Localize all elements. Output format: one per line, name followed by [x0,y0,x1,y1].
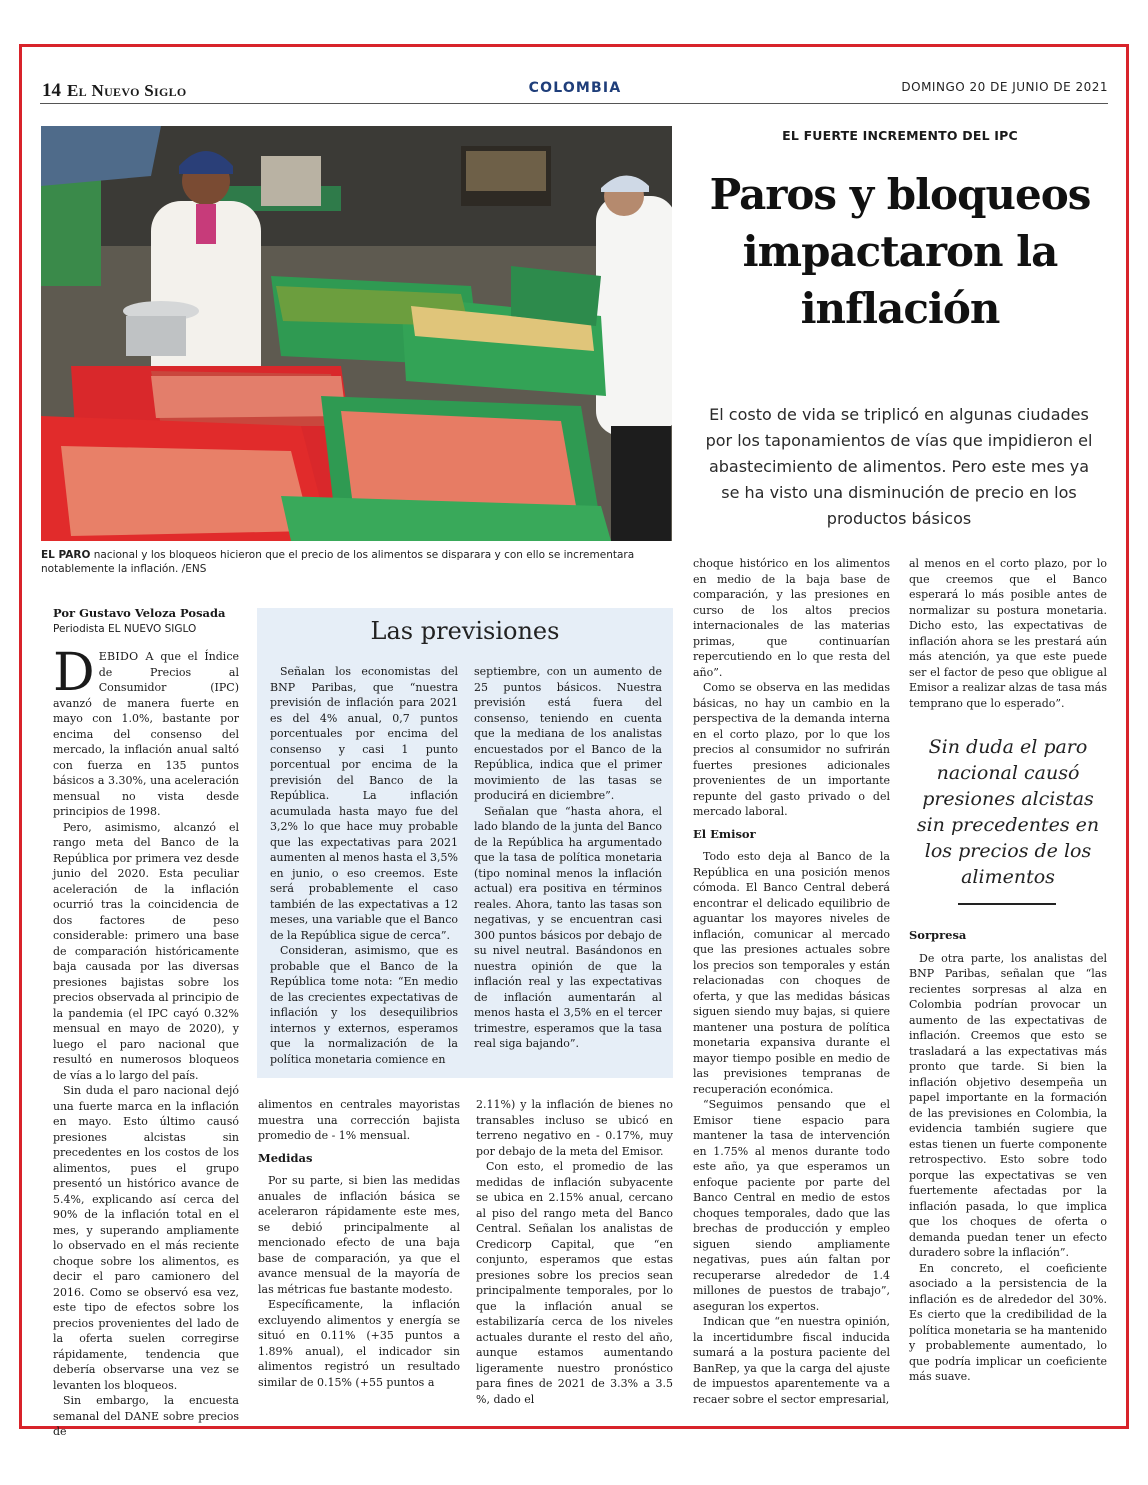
article-column-4 [693,556,890,1407]
byline: Por Gustavo Veloza Posada [53,606,226,620]
deck: El costo de vida se triplicó en algunas ciudades por los taponamientos de vías que impidieron el abastecimiento de alimentos. Pero este mes ya se ha visto una disminución de precio en los productos básicos [705,405,1093,528]
paragraph: De otra parte, los analistas del BNP Paribas, señalan que “las recientes sorpresas al alza en Colombia podrían provocar un aumento de las expectativas de inflación. Creemos que esto se trasladará a las expectativas más pronto que tarde. Si bien la inflación objetivo desempeña un papel importante en la formación de las previsiones en Colombia, la evidencia también sugiere que estas tienen un fuerte componente retrospectivo. Esto sobre todo porque las expectativas se ven fuertemente afectadas por la inflación pasada, lo que implica que los choques de oferta o demanda puedan tener un efecto duradero sobre la inflación”. [909,951,1107,1259]
pull-quote: Sin duda el paro nacional causó presiones alcistas sin precedentes en los precios de los alimentos [916,736,1100,888]
paragraph: choque histórico en los alimentos en medio de la baja base de comparación, y las presiones en curso de los altos precios internacionales de las materias primas, que continuarían repercutiendo en lo que resta del año”. [693,557,890,679]
paragraph: “Seguimos pensando que el Emisor tiene espacio para mantener la tasa de intervención en 1.75% al menos durante todo este año, ya que esperamos un enfoque paciente por parte del Banco Central en medio de estos choques temporales, dado que las brechas de producción y empleo siguen siendo ampliamente negativas, pues aún faltan por recuperarse alrededor de 1.4 millones de puestos de trabajo”, aseguran los expertos. [693,1098,890,1313]
article-column-5-top [909,556,1107,711]
publication-name: El Nuevo Siglo [67,81,187,100]
headline: Paros y bloqueos impactaron la inflación [709,170,1091,333]
paragraph: Todo esto deja al Banco de la República en una posición menos cómoda. El Banco Central deberá encontrar el delicado equilibrio de aguantar los mayores niveles de inflación, comunicar al mercado que las presiones actuales sobre los precios son temporales y están relacionadas con choques de oferta, y que las medidas básicas siguen siendo muy bajas, si quiere mantener una postura de política monetaria expansiva durante el mayor tiempo posible en medio de las previsiones tempranas de recuperación económica. [693,850,890,1096]
photo-caption [41,548,673,576]
paragraph: Pero, asimismo, alcanzó el rango meta del Banco de la República por primera vez desde junio del 2020. Esta peculiar aceleración de la inflación ocurrió tras la coincidencia de dos factores de peso considerable: primero una base de comparación históricamente baja causada por las diversas presiones bajistas sobre los precios observada al principio de la pandemia (el IPC cayó 0.32% mensual en mayo de 2020), y luego el paro nacional que resultó en numerosos bloqueos de vías a lo largo del país. [53,820,239,1082]
paragraph: Con esto, el promedio de las medidas de inflación subyacente se ubica en 2.15% anual, cercano al piso del rango meta del Banco Central. Señalan los analistas de Credicorp Capital, que “en conjunto, esperamos que estas presiones sobre los precios sean principalmente temporales, por lo que la inflación anual se estabilizaría cerca de los niveles actuales durante el resto del año, aunque estamos aumentando ligeramente nuestro pronóstico para fines de 2021 de 3.3% a 3.5 %, dado el [476,1160,673,1406]
paragraph: Sin duda el paro nacional dejó una fuerte marca en la inflación en mayo. Esto último causó presiones alcistas sin precedentes en los costos de los alimentos, pues el grupo presentó un histórico avance de 5.4%, explicando así cerca del 90% de la inflación total en el mes, y superando ampliamente lo observado en el más reciente choque sobre los alimentos, es decir el paro camionero del 2016. Como se observó esa vez, este tipo de efectos sobre los precios provenientes del lado de la oferta suelen corregirse rápidamente, tendencia que debería observarse una vez se levanten los bloqueos. [53,1084,239,1392]
sidebar-column-left [270,664,458,1067]
author-role: Periodista EL NUEVO SIGLO [53,622,197,635]
caption-text: nacional y los bloqueos hicieron que el precio de los alimentos se disparara y con ello se incrementara notablemente la inflación. /ENS [41,549,635,575]
paragraph: al menos en el corto plazo, por lo que creemos que el Banco esperará lo más posible antes de normalizar su postura monetaria. Dicho esto, las expectativas de inflación ahora se les prestará aún más atención, ya que este puede ser el factor de peso que obligue al Emisor a realizar alzas de tasa más temprano que lo esperado”. [909,557,1107,710]
subhead-medidas: Medidas [258,1150,313,1165]
lead-paragraph [53,643,239,820]
paragraph: En concreto, el coeficiente asociado a la persistencia de la inflación es de alrededor del 30%. Es cierto que la credibilidad de la política monetaria se ha mantenido y probablemente aumentado, lo que podría implicar un coeficiente más suave. [909,1261,1107,1383]
sidebar-column-right [474,664,662,1052]
paragraph: septiembre, con un aumento de 25 puntos básicos. Nuestra previsión está fuera del consenso, teniendo en cuenta que la mediana de los analistas encuestados por el Banco de la República, indica que el primer movimiento de las tasas se producirá en diciembre”. [474,665,662,802]
paragraph: Señalan que “hasta ahora, el lado blando de la junta del Banco de la República ha argumentado que la tasa de política monetaria (tipo nominal menos la inflación actual) era positiva en términos reales. Ahora, tanto las tasas son negativas, y se encuentran casi 300 puntos básicos por debajo de su nivel neutral. Basándonos en nuestra opinión de que la inflación real y las expectativas de inflación aumentarán al menos hasta el 3,5% en el tercer trimestre, esperamos que la tasa real siga bajando”. [474,804,662,1050]
market-photo [41,126,672,541]
article-column-3 [476,1097,673,1407]
paragraph: Señalan los economistas del BNP Paribas, que “nuestra previsión de inflación para 2021 es del 4% anual, 0,7 puntos porcentuales por encima del consenso y casi 1 punto porcentual por encima de la previsión del Banco de la República. La inflación acumulada hasta mayo fue del 3,2% lo que hace muy probable que las expectativas para 2021 aumenten al menos hasta el 3,5% en junio, o eso creemos. Este será probablemente el caso también de las expectativas a 12 meses, una variable que el Banco de la República sigue de cerca”. [270,665,458,942]
page-number: 14 [42,80,61,101]
lead-caps: EBIDO A [98,650,154,663]
section-label: COLOMBIA [528,80,622,96]
paragraph: 2.11%) y la inflación de bienes no transables incluso se ubicó en terreno negativo en - 0.17%, muy por debajo de la meta del Emisor. [476,1098,673,1158]
drop-cap: D [53,643,95,703]
paragraph: Consideran, asimismo, que es probable que el Banco de la República tome nota: “En medio de las crecientes expectativas de inflación y los desequilibrios internos y externos, esperamos que la normalización de la política monetaria comience en [270,944,458,1066]
paragraph: Por su parte, si bien las medidas anuales de inflación básica se aceleraron rápidamente este mes, se debió principalmente al mencionado efecto de una baja base de comparación, ya que el avance mensual de la mayoría de las métricas fue bastante modesto. [258,1174,460,1296]
header-rule [40,103,1108,104]
paragraph: alimentos en centrales mayoristas muestra una corrección bajista promedio de - 1% mensual. [258,1098,460,1142]
caption-lead: EL PARO [41,549,91,561]
article-column-1 [53,606,239,1440]
market-photo-illustration [41,126,672,541]
paragraph: Sin embargo, la encuesta semanal del DANE sobre precios de [53,1394,239,1438]
paragraph: Específicamente, la inflación excluyendo alimentos y energía se situó en 0.11% (+35 puntos a 1.89% anual), el indicador sin alimentos registró un resultado similar de 0.15% (+55 puntos a [258,1298,460,1389]
subhead-sorpresa: Sorpresa [909,928,967,942]
paragraph: Indican que “en nuestra opinión, la incertidumbre fiscal inducida sumará a la postura paciente del BanRep, ya que la carga del ajuste de impuestos aparentemente va a recaer sobre el sector empresarial, [693,1315,890,1406]
paragraph: Como se observa en las medidas básicas, no hay un cambio en la perspectiva de la demanda interna en el corto plazo, por lo que los precios al consumidor no sufrirán fuertes presiones adicionales provenientes de un importante repunte del gasto privado o del mercado laboral. [693,681,890,818]
subhead-emisor: El Emisor [693,826,756,841]
sidebar-title: Las previsiones [370,617,560,645]
kicker: EL FUERTE INCREMENTO DEL IPC [782,128,1018,143]
issue-date: DOMINGO 20 DE JUNIO DE 2021 [901,80,1108,94]
pull-quote-rule [958,903,1056,905]
article-column-2 [258,1097,460,1390]
article-column-5-bottom [909,928,1107,1385]
page-folio [42,80,187,102]
paragraph: que el Índice de Precios al Consumidor (IPC) avanzó de manera fuerte en mayo con 1.0%, bastante por encima del consenso del mercado, la inflación anual saltó con fuerza en 135 puntos básicos a 3.30%, una aceleración mensual no vista desde principios de 1998. [53,650,239,818]
